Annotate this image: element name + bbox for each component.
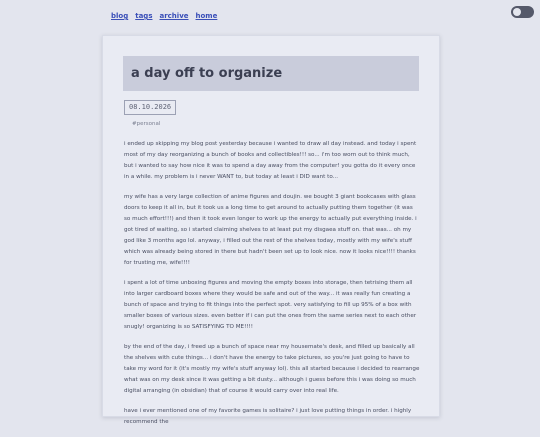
post-paragraph: by the end of the day, i freed up a bunch of space near my housemate's desk, and filled up basically all the shelves with cute things... i don't have the energy to take pictures, so you're just going to have to take my word for it (it's mostly my wife's stuff anyway lol). this all started because i decided to rearrange what was on my desk since it was getting a bit dusty... although i guess before this i was doing so much digital arranging (in obsidian) that of course it would carry over into real life. [124, 344, 420, 394]
nav-link-home[interactable]: home [195, 12, 218, 20]
post-title-box [123, 56, 419, 91]
toggle-knob [513, 8, 521, 16]
post-tag[interactable]: #personal [132, 121, 161, 127]
post-paragraph: have i ever mentioned one of my favorite games is solitaire? i just love putting things in order. i highly recommend the [124, 408, 412, 425]
dark-mode-toggle[interactable] [511, 6, 534, 18]
post-paragraph: i ended up skipping my blog post yesterday because i wanted to draw all day instead. and today i spent most of my day reorganizing a bunch of books and collectibles!!! so... i'm too worn out to think much, but i wanted to say how nice it was to spend a day away from the computer! you gotta do it every once in a while. my problem is i never WANT to, but today at least i DID want to... [124, 141, 417, 180]
nav-link-blog[interactable]: blog [111, 12, 129, 20]
post-content [124, 139, 420, 437]
post-paragraph: my wife has a very large collection of anime figures and doujin. we bought 3 giant bookcases with glass doors to keep it all in, but it took us a long time to get around to actually putting them together (it was so much effort!!!) and then it took even longer to work up the energy to actually put everything inside. i got tired of waiting, so i started claiming shelves to at least put my disgaea stuff on. that was... oh my god like 3 months ago lol. anyway, i filled out the rest of the shelves today, mostly with my wife's stuff which was already being stored in there but hadn't been set up to look nice. now it looks nice!!!! thanks for trusting me, wife!!!! [124, 194, 417, 266]
post-card [102, 35, 440, 425]
top-nav [111, 12, 217, 20]
nav-link-archive[interactable]: archive [159, 12, 189, 20]
post-title: a day off to organize [131, 66, 283, 81]
post-paragraph: i spent a lot of time unboxing figures and moving the empty boxes into storage, then tetrising them all into larger cardboard boxes where they would be safe and out of the way... it was really fun creating a bunch of space and trying to fit things into the perfect spot. very satisfying to fill up 95% of a box with smaller boxes of various sizes. even better if i can put the ones from the same series next to each other snugly! organizing is so SATISFYING TO ME!!!! [124, 280, 417, 330]
nav-link-tags[interactable]: tags [135, 12, 153, 20]
post-date: 08.10.2026 [124, 100, 176, 115]
